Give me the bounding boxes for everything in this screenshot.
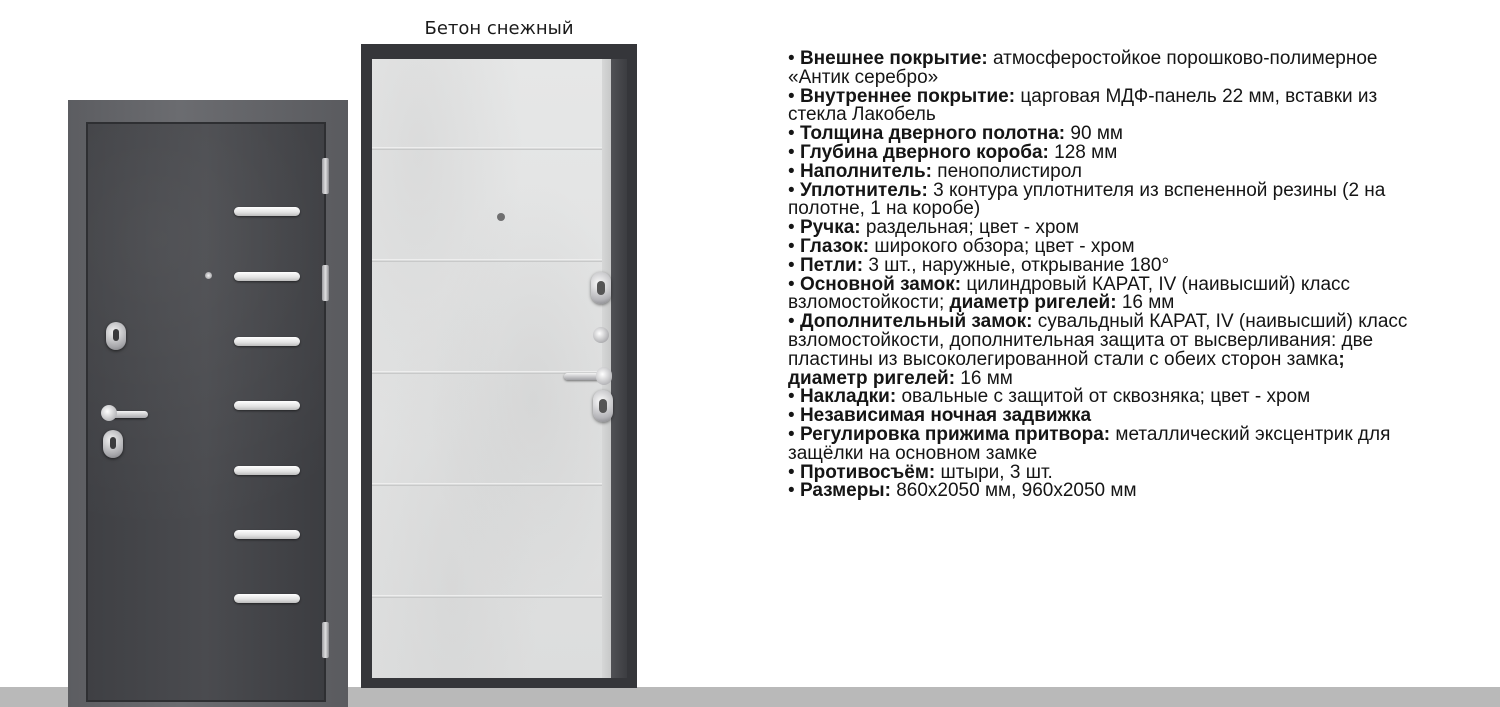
bullet: • xyxy=(788,386,795,408)
spec-label: Ручка: xyxy=(799,217,861,239)
exterior-glass-insert xyxy=(234,272,300,281)
spec-label: Глазок: xyxy=(799,235,870,257)
spec-item-sizes xyxy=(788,482,1428,501)
interior-door-edge xyxy=(611,59,627,678)
spec-label: Наполнитель: xyxy=(799,160,933,182)
interior-peephole xyxy=(497,213,505,221)
exterior-handle-rose xyxy=(101,405,117,421)
spec-value: сувальдный КАРАТ, IV (наивысший) класс взломостойкости, дополнительная защита от высверливания: две пластины из высоколегированной стали с обеих сторон замка xyxy=(788,311,1408,370)
exterior-door-image xyxy=(68,100,348,707)
spec-item-outer-coating xyxy=(788,50,1428,88)
spec-value: раздельная; цвет - хром xyxy=(860,217,1080,239)
spec-label: ; диаметр ригелей: xyxy=(788,348,1345,389)
bullet: • xyxy=(788,141,795,163)
bullet: • xyxy=(788,254,795,276)
spec-label: Петли: xyxy=(799,254,864,276)
exterior-glass-insert xyxy=(234,401,300,410)
spec-label: Основной замок: xyxy=(799,273,962,295)
bullet: • xyxy=(788,123,795,145)
exterior-glass-insert xyxy=(234,466,300,475)
bullet: • xyxy=(788,480,795,502)
exterior-door-hinge xyxy=(322,158,329,194)
spec-label: Накладки: xyxy=(799,386,897,408)
panel-groove xyxy=(372,595,602,598)
exterior-peephole xyxy=(205,272,212,279)
bullet: • xyxy=(788,423,795,445)
bullet: • xyxy=(788,217,795,239)
exterior-glass-insert xyxy=(234,594,300,603)
spec-value: цилиндровый КАРАТ, IV (наивысший) класс взломостойкости; xyxy=(788,273,1351,314)
spec-value: царговая МДФ-панель 22 мм, вставки из стекла Лакобель xyxy=(788,85,1378,126)
spec-item-extra-lock xyxy=(788,313,1428,388)
spec-label: Дополнительный замок: xyxy=(799,311,1033,333)
spec-value: 16 мм xyxy=(1116,292,1175,314)
specs-list xyxy=(788,50,1428,501)
spec-value: 3 шт., наружные, открывание 180° xyxy=(863,254,1170,276)
spec-label: Толщина дверного полотна: xyxy=(799,123,1066,145)
spec-value: атмосферостойкое порошково-полимерное «Антик серебро» xyxy=(788,48,1378,88)
spec-label: Противосъём: xyxy=(799,461,936,483)
interior-door-panel xyxy=(372,59,602,678)
spec-item-compression-adjust xyxy=(788,423,1428,464)
bullet: • xyxy=(788,48,795,69)
bullet: • xyxy=(788,273,795,295)
spec-label: диаметр ригелей: xyxy=(949,292,1117,314)
bullet: • xyxy=(788,85,795,107)
bullet: • xyxy=(788,311,795,333)
interior-lower-lock xyxy=(593,390,613,422)
interior-handle-rose xyxy=(596,367,612,385)
bullet: • xyxy=(788,405,795,427)
spec-label: Внешнее покрытие: xyxy=(799,48,988,69)
spec-label: Уплотнитель: xyxy=(799,179,928,201)
exterior-glass-insert xyxy=(234,207,300,216)
interior-night-latch-knob xyxy=(593,327,609,343)
spec-item-main-lock xyxy=(788,273,1428,314)
spec-label: Независимая ночная задвижка xyxy=(799,405,1092,427)
spec-value: 860х2050 мм, 960х2050 мм xyxy=(890,480,1137,502)
panel-groove xyxy=(372,483,602,486)
exterior-glass-insert xyxy=(234,530,300,539)
spec-value: пенополистирол xyxy=(932,160,1082,182)
spec-item-inner-coating xyxy=(788,85,1428,126)
spec-value: металлический эксцентрик для защёлки на основном замке xyxy=(788,423,1391,464)
exterior-door-hinge xyxy=(322,265,329,301)
panel-groove xyxy=(372,259,602,262)
spec-label: Регулировка прижима притвора: xyxy=(799,423,1111,445)
bullet: • xyxy=(788,160,795,182)
bullet: • xyxy=(788,235,795,257)
door-finish-caption: Бетон снежный xyxy=(424,18,574,39)
spec-value: штыри, 3 шт. xyxy=(935,461,1053,483)
spec-value: 3 контура уплотнителя из вспененной резины (2 на полотне, 1 на коробе) xyxy=(788,179,1386,220)
bullet: • xyxy=(788,461,795,483)
interior-upper-lock xyxy=(591,272,611,304)
spec-value: 16 мм xyxy=(955,367,1013,389)
spec-value: 90 мм xyxy=(1065,123,1123,145)
spec-label: Размеры: xyxy=(799,480,891,502)
bullet: • xyxy=(788,179,795,201)
spec-value: овальные с защитой от сквозняка; цвет - хром xyxy=(896,386,1311,408)
exterior-lower-lock xyxy=(103,430,123,458)
spec-item-seal xyxy=(788,179,1428,220)
spec-label: Внутреннее покрытие: xyxy=(799,85,1016,107)
exterior-glass-insert xyxy=(234,337,300,346)
exterior-door-hinge xyxy=(322,622,329,658)
spec-label: Глубина дверного короба: xyxy=(799,141,1049,163)
panel-groove xyxy=(372,147,602,150)
spec-value: широкого обзора; цвет - хром xyxy=(869,235,1135,257)
interior-door-image xyxy=(361,44,637,688)
spec-value: 128 мм xyxy=(1048,141,1118,163)
exterior-upper-lock xyxy=(106,322,126,350)
